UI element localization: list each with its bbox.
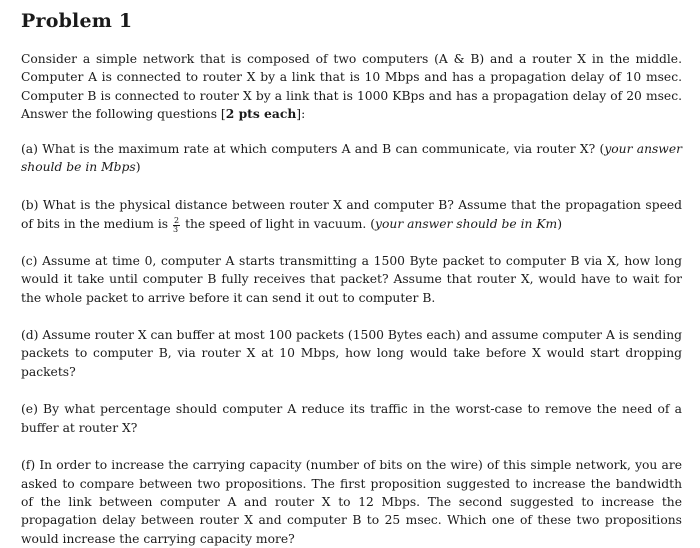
question-b (21, 196, 682, 233)
problem-title: Problem 1 (21, 10, 133, 32)
fraction-denominator: 3 (173, 224, 179, 234)
question-b-hint: your answer should be in Km (375, 216, 558, 231)
intro-suffix: ]: (296, 107, 306, 122)
question-a-hint: your answer should be in Mbps (21, 141, 682, 175)
question-a-close: ) (135, 160, 141, 175)
two-thirds-fraction (173, 217, 180, 234)
problem-intro (21, 50, 682, 124)
question-d: (d) Assume router X can buffer at most 100 packets (1500 Bytes each) and assume computer A is sending packets to computer B, via router X at 10 Mbps, how long would take before X would start dropping packets? (21, 328, 683, 379)
intro-text: Consider a simple network that is composed of two computers (A & B) and a router X in the middle. Computer A is connected to router X by a link that is 10 Mbps and has a propagation delay of 10 msec. Computer B is connected to router X by a link that is 1000 KBps and has a propagation delay of 20 msec. Answer the following questions [ (21, 52, 682, 122)
question-b-close: ) (557, 216, 563, 231)
fraction-numerator: 2 (174, 215, 180, 225)
question-c: (c) Assume at time 0, computer A starts transmitting a 1500 Byte packet to computer B via X, how long would it take until computer B fully receives that packet? Assume that router X, would have to wait for the whole packet to arrive before it can send it out to computer B. (21, 253, 682, 305)
question-a-text: (a) What is the maximum rate at which computers A and B can communicate, via router X? ( (21, 141, 605, 156)
question-b-text2: the speed of light in vacuum. ( (185, 216, 376, 231)
points-label: 2 pts each (225, 106, 297, 122)
question-b-text: (b) What is the physical distance between router X and computer B? Assume that the propagation speed of bits in the medium is (21, 198, 682, 231)
question-f: (f) In order to increase the carrying capacity (number of bits on the wire) of this simple network, you are asked to compare between two propositions. The first proposition suggested to increase the bandwidth of the link between computer A and router X to 12 Mbps. The second suggested to increase the propagation delay between router X and computer B to 25 msec. Which one of these two propositions would increase the carrying capacity more? (21, 458, 682, 546)
question-a (21, 140, 682, 177)
question-e: (e) By what percentage should computer A reduce its traffic in the worst-case to remove the need of a buffer at router X? (21, 402, 682, 435)
